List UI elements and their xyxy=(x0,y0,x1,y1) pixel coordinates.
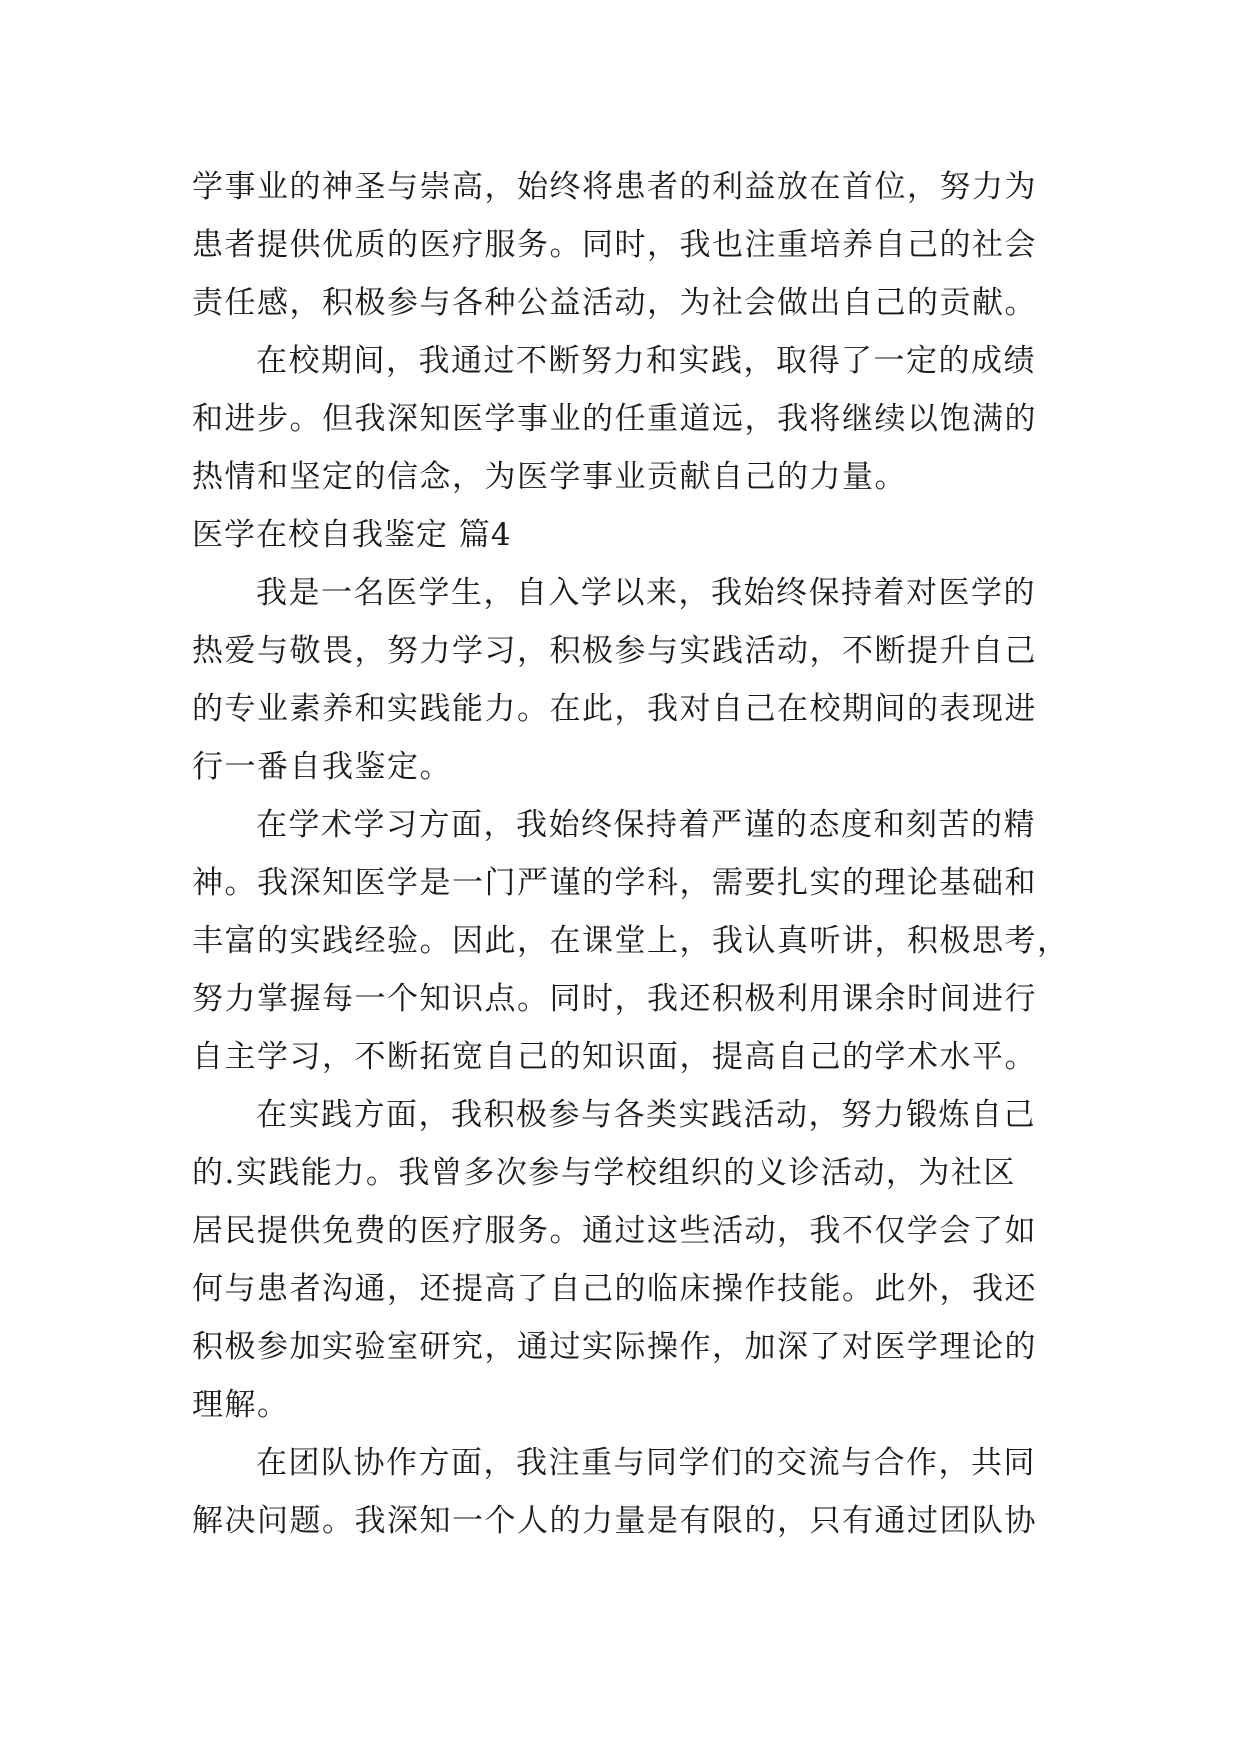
text-line: 的.实践能力。我曾多次参与学校组织的义诊活动，为社区 xyxy=(192,1155,1016,1191)
text-line: 解决问题。我深知一个人的力量是有限的，只有通过团队协 xyxy=(192,1503,1037,1539)
text-line: 丰富的实践经验。因此，在课堂上，我认真听讲，积极思考， xyxy=(192,923,1070,959)
text-line: 居民提供免费的医疗服务。通过这些活动，我不仅学会了如 xyxy=(192,1213,1037,1249)
text-line: 责任感，积极参与各种公益活动，为社会做出自己的贡献。 xyxy=(192,285,1037,321)
text-line: 热爱与敬畏，努力学习，积极参与实践活动，不断提升自己 xyxy=(192,633,1037,669)
text-line: 的专业素养和实践能力。在此，我对自己在校期间的表现进 xyxy=(192,691,1037,727)
text-line: 神。我深知医学是一门严谨的学科，需要扎实的理论基础和 xyxy=(192,865,1037,901)
text-line: 努力掌握每一个知识点。同时，我还积极利用课余时间进行 xyxy=(192,981,1037,1017)
text-line: 积极参加实验室研究，通过实际操作，加深了对医学理论的 xyxy=(192,1329,1037,1365)
paragraph-start-line: 在团队协作方面，我注重与同学们的交流与合作，共同 xyxy=(256,1445,1036,1481)
paragraph-start-line: 在学术学习方面，我始终保持着严谨的态度和刻苦的精 xyxy=(256,807,1036,843)
paragraph-start-line: 在校期间，我通过不断努力和实践，取得了一定的成绩 xyxy=(256,343,1036,379)
text-line: 和进步。但我深知医学事业的任重道远，我将继续以饱满的 xyxy=(192,401,1037,437)
text-line: 行一番自我鉴定。 xyxy=(192,749,452,785)
section-heading: 医学在校自我鉴定 篇4 xyxy=(192,517,512,553)
paragraph-start-line: 我是一名医学生，自入学以来，我始终保持着对医学的 xyxy=(256,575,1036,611)
document-body xyxy=(192,158,1070,1550)
paragraph-start-line: 在实践方面，我积极参与各类实践活动，努力锻炼自己 xyxy=(256,1097,1036,1133)
text-line: 自主学习，不断拓宽自己的知识面，提高自己的学术水平。 xyxy=(192,1039,1037,1075)
text-line: 何与患者沟通，还提高了自己的临床操作技能。此外，我还 xyxy=(192,1271,1037,1307)
text-line: 热情和坚定的信念，为医学事业贡献自己的力量。 xyxy=(192,459,907,495)
text-line: 理解。 xyxy=(192,1387,290,1423)
text-line: 学事业的神圣与崇高，始终将患者的利益放在首位，努力为 xyxy=(192,169,1037,205)
text-line: 患者提供优质的医疗服务。同时，我也注重培养自己的社会 xyxy=(192,227,1037,263)
